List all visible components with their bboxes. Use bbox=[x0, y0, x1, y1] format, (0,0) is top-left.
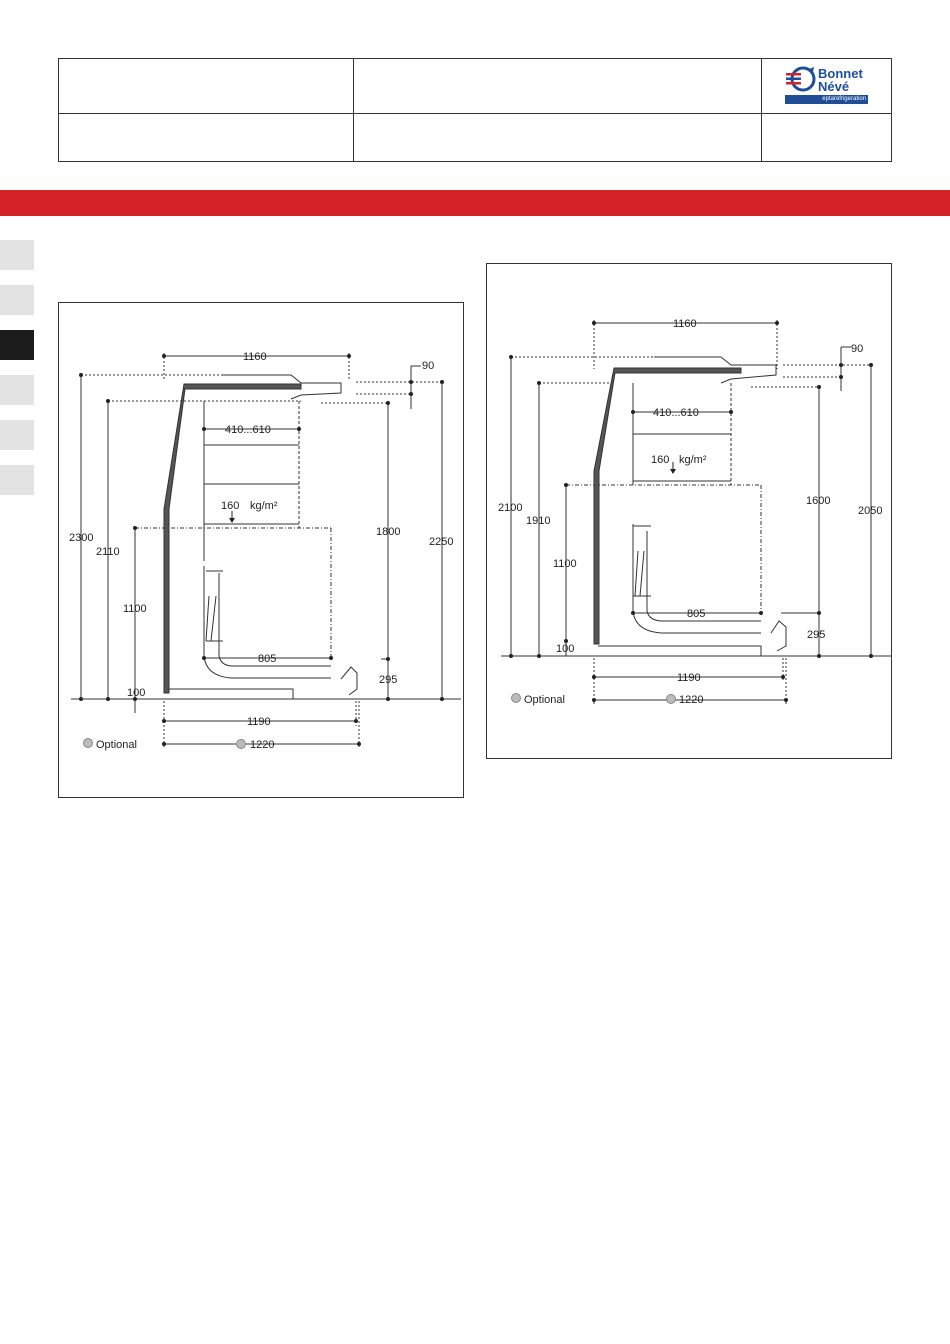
dim-height-f: 2050 bbox=[858, 505, 883, 517]
dim-height-total: 2100 bbox=[498, 502, 523, 514]
load-unit: kg/m² bbox=[250, 500, 278, 512]
dim-width-total: 1220 bbox=[679, 694, 704, 706]
dim-height-total: 2300 bbox=[69, 532, 94, 544]
side-tab[interactable] bbox=[0, 240, 34, 270]
dim-height-c: 1100 bbox=[123, 603, 147, 615]
dim-width-top: 1160 bbox=[243, 351, 267, 363]
optional-marker-icon bbox=[84, 739, 93, 748]
dim-shelf-depth: 410...610 bbox=[653, 407, 699, 419]
dim-height-f: 2250 bbox=[429, 536, 454, 548]
dim-width-top: 1160 bbox=[673, 318, 697, 330]
dim-width-base: 1190 bbox=[247, 716, 271, 728]
brand-logo bbox=[785, 65, 885, 107]
dim-well-depth: 805 bbox=[258, 653, 277, 665]
dim-overhang: 90 bbox=[422, 360, 435, 372]
dim-overhang: 90 bbox=[851, 343, 864, 355]
section-band bbox=[0, 190, 950, 216]
load-value: 160 bbox=[651, 454, 670, 466]
dim-height-c: 1100 bbox=[553, 558, 577, 570]
cabinet-section-diagram-left bbox=[59, 303, 465, 799]
side-tab[interactable] bbox=[0, 375, 34, 405]
cabinet-section-diagram-right bbox=[487, 264, 893, 760]
diagram-panel-right bbox=[486, 263, 892, 759]
header-divider bbox=[761, 59, 762, 161]
optional-label: Optional bbox=[524, 694, 565, 706]
diagram-panel-left bbox=[58, 302, 464, 798]
dim-height-b: 2110 bbox=[96, 546, 120, 558]
load-value: 160 bbox=[221, 500, 240, 512]
header-row-divider bbox=[59, 113, 891, 114]
dim-height-d: 100 bbox=[556, 643, 575, 655]
load-arrow-icon bbox=[670, 469, 676, 474]
side-tab[interactable] bbox=[0, 465, 34, 495]
side-tab[interactable] bbox=[0, 420, 34, 450]
dim-height-g: 295 bbox=[379, 674, 398, 686]
dim-width-total: 1220 bbox=[250, 739, 275, 751]
load-unit: kg/m² bbox=[679, 454, 707, 466]
optional-marker-icon bbox=[667, 695, 676, 704]
header-divider bbox=[353, 59, 354, 161]
optional-label: Optional bbox=[96, 739, 137, 751]
dim-shelf-depth: 410...610 bbox=[225, 424, 271, 436]
optional-marker-icon bbox=[512, 694, 521, 703]
side-tab[interactable] bbox=[0, 285, 34, 315]
dim-well-depth: 805 bbox=[687, 608, 706, 620]
dim-width-base: 1190 bbox=[677, 672, 701, 684]
dim-height-d: 100 bbox=[127, 687, 146, 699]
dim-height-g: 295 bbox=[807, 629, 826, 641]
header-table bbox=[58, 58, 892, 162]
brand-tagline: eptarefrigeration bbox=[785, 95, 868, 104]
dim-height-b: 1910 bbox=[526, 515, 551, 527]
dim-height-e: 1600 bbox=[806, 495, 831, 507]
dim-height-e: 1800 bbox=[376, 526, 401, 538]
brand-name-line2: Névé bbox=[818, 79, 850, 94]
side-tab-active[interactable] bbox=[0, 330, 34, 360]
load-arrow-icon bbox=[229, 518, 235, 523]
brand-name-line1: Bonnet bbox=[818, 66, 863, 81]
optional-marker-icon bbox=[237, 740, 246, 749]
logo-mark-icon bbox=[785, 65, 817, 95]
